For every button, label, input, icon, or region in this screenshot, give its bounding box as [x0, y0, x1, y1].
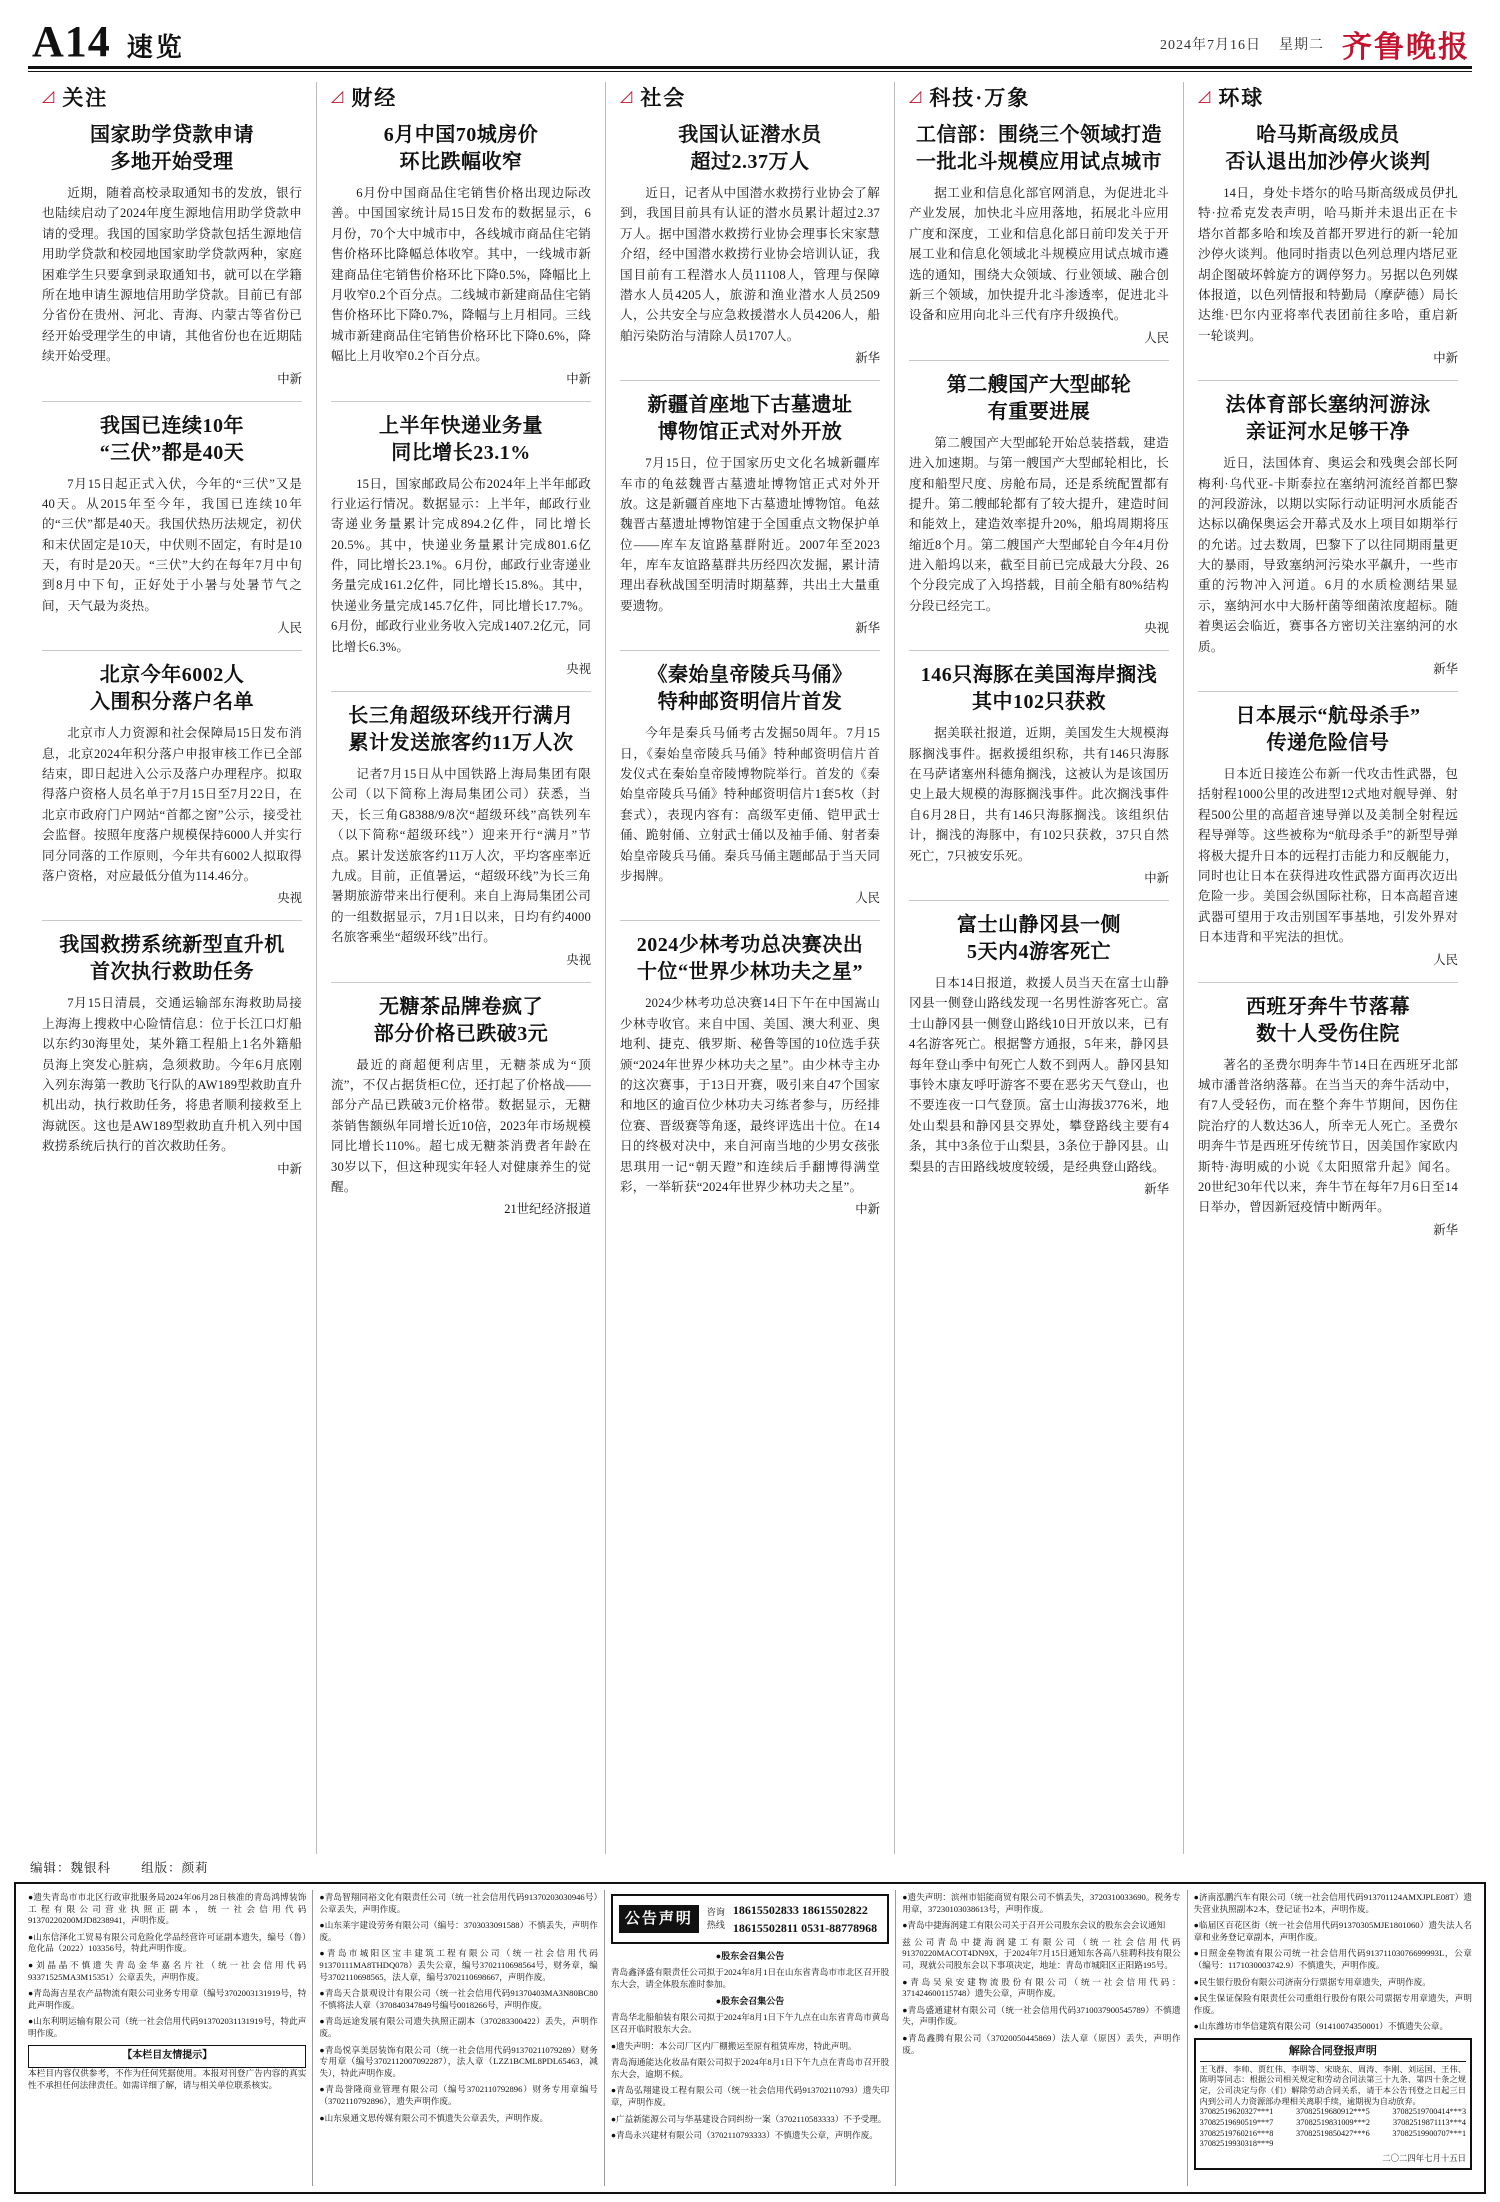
article-source: 中新: [855, 1202, 880, 1217]
article-source: 中新: [277, 371, 302, 386]
article-source: 央视: [277, 891, 302, 906]
corner-arrow-icon: ◿: [909, 88, 922, 105]
classifieds-column-5: [1187, 1890, 1478, 2186]
classified-notice: ●青岛市城阳区宝丰建筑工程有限公司（统一社会信用代码91370111MA8THDQ078）丢失公章，编号3702110698564号，财务章，编号3702110698565，法人章，编号3702110698667，声明作废。: [319, 1948, 598, 1982]
article-body: 北京市人力资源和社会保障局15日发布消息，北京2024年积分落户申报审核工作已全部结束，即日起进入公示及落户办理程序。拟取得落户资格人员名单于7月15日至7月22日，在北京市政府门户网站“首都之窗”公示，接受社会监督。按照年度落户规模保持6000人并实行同分同落的工作原则，今年共有6002人拟取得落户资格，对应最低分值为114.46分。: [42, 726, 302, 883]
article-body: 第二艘国产大型邮轮开始总装搭载，建造进入加速期。与第一艘国产大型邮轮相比，长度和船型尺度、房舱布局，还是系统配置都有提升。第二艘邮轮都有了较大提升，建造时间和能效上，建造效率提升20%，船坞周期将压缩近8个月。第二艘国产大型邮轮自今年4月份进入船坞以来，截至目前已完成最大分段、26个分段完成了入坞搭载，目前全船有80%结构分段已经完工。: [909, 435, 1169, 613]
masthead: [0, 0, 1500, 72]
classified-notice: ●青岛智翔同裕文化有限责任公司（统一社会信用代码91370203030946号）公章丢失，声明作废。: [319, 1892, 598, 1914]
classified-notice-title: ●股东会召集公告: [715, 1996, 785, 2007]
article-source: 中新: [1144, 870, 1169, 885]
classified-notice: ●山东莱宇建设劳务有限公司（编号：3703033091588）不慎丢失，声明作废。: [319, 1920, 598, 1942]
declaration-signature: 二〇二四年七月十五日: [1382, 2154, 1467, 2164]
article-source: 21世纪经济报道: [504, 1202, 591, 1217]
classified-notice: ●刘晶晶不慎遗失青岛金华嘉名片社（统一社会信用代码93371525MA3M15351）公章丢失，声明作废。: [28, 1959, 307, 1982]
article[interactable]: [331, 122, 591, 387]
article-headline: 日本展示“航母杀手” 传递危险信号: [1235, 705, 1421, 755]
article-divider: [909, 650, 1169, 651]
article-source: 新华: [1433, 662, 1458, 677]
article-divider: [42, 650, 302, 651]
classified-notice: ●青岛吴泉安建物流股份有限公司（统一社会信用代码：371424600115748）遗失公章，声明作废。: [902, 1976, 1181, 1999]
classifieds-section: [14, 1882, 1486, 2194]
classified-notice: ●青岛盛通建材有限公司（统一社会信用代码3710037900545789）不慎遗失，声明作废。: [902, 2004, 1181, 2027]
article-headline: 哈马斯高级成员 否认退出加沙停火谈判: [1225, 124, 1431, 173]
article[interactable]: [620, 122, 880, 366]
column-header: [909, 82, 1169, 112]
article-headline: 6月中国70城房价 环比跌幅收窄: [383, 124, 539, 173]
page-number: A14: [32, 17, 111, 66]
article-divider: [42, 401, 302, 402]
classified-notice: ●青岛天合景观设计有限公司（统一社会信用代码91370403MA3N80BC80不慎将法人章（370840347849号编号0018266号，声明作废。: [319, 1988, 598, 2010]
article[interactable]: [331, 413, 591, 678]
classified-notice: ●青岛远途发展有限公司遗失执照正副本（370283300422）丢失，声明作废。: [319, 2016, 598, 2038]
article-headline: 2024少林考功总决赛决出 十位“世界少林功夫之星”: [636, 934, 864, 984]
article-body: 7月15日，位于国家历史文化名城新疆库车市的龟兹魏晋古墓遗址博物馆正式对外开放。这是新疆首座地下古墓遗址博物馆。龟兹魏晋古墓遗址博物馆建于全国重点文物保护单位——库车友谊路墓群附近。2007年至2023年，库车友谊路墓群共历经四次发掘，累计清理出春秋战国至明清时期墓葬，共出土大量重要遗物。: [620, 456, 880, 613]
article-headline: 无糖茶品牌卷疯了 部分价格已跌破3元: [373, 995, 549, 1045]
article-source: 央视: [566, 662, 591, 677]
article-divider: [42, 920, 302, 921]
article-body: 14日，身处卡塔尔的哈马斯高级成员伊扎特·拉希克发表声明，哈马斯并未退出正在卡塔尔首都多哈和埃及首都开罗进行的新一轮加沙停火谈判。他同时指责以色列总理内塔尼亚胡企图破坏斡旋方的调停努力。另据以色列媒体报道，以色列情报和特勤局（摩萨德）局长达维·巴尔内亚将率代表团前往多哈，重启新一轮谈判。: [1198, 186, 1458, 343]
classified-notice: ●青岛海吉星农产品物流有限公司业务专用章（编号3702003131919号，特此声明作废。: [28, 1988, 307, 2010]
article-body: 15日，国家邮政局公布2024年上半年邮政行业运行情况。数据显示：上半年，邮政行业寄递业务量累计完成894.2亿件，同比增长20.5%。其中，快递业务量累计完成801.6亿件，同比增长23.1%。6月份，邮政行业寄递业务量完成161.2亿件，同比增长15.8%。其中，快递业务量完成145.7亿件，同比增长17.7%。6月份，邮政行业业务收入完成1407.2亿元，同比增长6.3%。: [331, 476, 591, 654]
column-name: 环球: [1218, 86, 1265, 110]
article-source: 中新: [566, 371, 591, 386]
column-3: [605, 82, 894, 1854]
classified-notice: ●遗失声明：本公司厂区内厂棚搬运至原有租赁库房，特此声明。: [610, 2040, 857, 2051]
issue-weekday: 星期二: [1279, 38, 1324, 53]
classifieds-column-4: [895, 1890, 1186, 2186]
article-body: 近期，随着高校录取通知书的发放，银行也陆续启动了2024年度生源地信用助学贷款申请的受理。我国的国家助学贷款包括生源地信用助学贷款和校园地国家助学贷款两种，家庭困难学生只要拿到录取通知书，就可以在学籍所在地申请生源地信用助学贷款。目前已有部分省份在贵州、河北、青海、内蒙古等省份已经开始受理学生的申请，其他省份也在近期陆续开始受理。: [42, 186, 302, 364]
classified-notice: ●山东潍坊市华信建筑有限公司（91410074350001）不慎遗失公章。: [1193, 2021, 1449, 2032]
article[interactable]: [909, 372, 1169, 637]
article-divider: [331, 401, 591, 402]
declaration-body: 王飞群、李帅、贾红伟、李明等、宋晓东、周涛、李刚、刘运国、王伟、陈明等同志：根据公司相关规定和劳动合同法第三十九条、第四十条之规定，公司决定与你（们）解除劳动合同关系，请于本公告刊登之日起三日内到公司人力资源部办理相关离职手续，逾期视为自动放弃。: [1199, 2064, 1467, 2106]
banner-phone-numbers[interactable]: 18615502833 18615502822 18615502811 0531-88778968: [732, 1903, 878, 1935]
article-divider: [1198, 982, 1458, 983]
article-source: 人民: [277, 621, 302, 636]
column-header: [331, 82, 591, 112]
article[interactable]: [42, 413, 302, 637]
article[interactable]: [42, 122, 302, 387]
classified-notice: 本栏目内容仅供参考，不作为任何凭据使用。本报对刊登广告内容的真实性不承担任何法律责任。如需详细了解，请与相关单位联系核实。: [28, 2068, 307, 2090]
article-columns: [28, 82, 1472, 1854]
classified-notice: ●山东利明运输有限公司（统一社会信用代码913702031131919号，特此声明作废。: [28, 2016, 307, 2038]
article-body: 最近的商超便利店里，无糖茶成为“顶流”，不仅占据货柜C位，还打起了价格战——部分产品已跌破3元价格带。数据显示，无糖茶销售额纵年同增长近10倍，2023年市场规模同比增长110%。超七成无糖茶消费者年龄在30岁以下，但这种现实年轻人对健康养生的觉醒。: [331, 1057, 591, 1194]
article-source: 新华: [1433, 1222, 1458, 1237]
credits-line: [30, 1858, 235, 1876]
article-body: 日本近日接连公布新一代攻击性武器，包括射程1000公里的改进型12式地对舰导弹、射程500公里的高超音速导弹以及美制全射程远程导弹等。这些被称为“航母杀手”的新型导弹将极大提升日本的远程打击能力和反舰能力，同时也让日本在获得进攻性武器方面再次迈出危险一步。美国会纵国际社称，日本高超音速武器可望用于攻击别国军事基地，引发外界对日本违背和平宪法的担忧。: [1198, 767, 1458, 945]
classified-notice: 青岛鑫泽盛有限责任公司拟于2024年8月1日在山东省青岛市市北区召开股东大会，请全体股东准时参加。: [610, 1967, 890, 1989]
article-source: 人民: [1144, 330, 1169, 345]
layout-credit: 组版：颜莉: [141, 1861, 209, 1875]
column-name: 社会: [640, 86, 687, 110]
classified-notice: ●遗失青岛市市北区行政审批服务局2024年06月28日核准的青岛鸿博装饰工程有限公司营业执照正副本，统一社会信用代码91370220200MJD8238941，声明作废。: [28, 1892, 307, 1926]
article-divider: [620, 380, 880, 381]
classified-notice-title: ●股东会召集公告: [715, 1951, 785, 1961]
column-header: [620, 82, 880, 112]
article-source: 中新: [277, 1161, 302, 1176]
column-4: [894, 82, 1183, 1854]
article[interactable]: [1198, 703, 1458, 968]
article-body: 据工业和信息化部官网消息，为促进北斗产业发展，加快北斗应用落地，拓展北斗应用广度和深度，工业和信息化部日前印发关于开展工业和信息化领域北斗规模应用试点城市遴选的通知，围绕大众领域、行业领域、融合创新三个领域，加快提升北斗渗透率，促进北斗设备和应用向北斗三代有序升级换代。: [909, 186, 1169, 323]
article-body: 7月15日起正式入伏，今年的“三伏”又是40天。从2015年至今年，我国已连续10年的“三伏”都是40天。我国伏热历法规定，初伏和末伏固定是10天，中伏则不固定，有时是10天，有时是20天。“三伏”大约在每年7月中旬到8月中下旬，正好处于小暑与处暑节气之间，天气最为炎热。: [42, 476, 302, 613]
article-source: 新华: [1144, 1181, 1169, 1196]
classified-notice: ●济南泓鹏汽车有限公司（统一社会信用代码913701124AMXJPLE08T）遗失营业执照副本2本，登记证书2本，声明作废。: [1193, 1892, 1473, 1914]
column-name: 关注: [62, 86, 109, 110]
classified-notice: ●青岛誉隆商业管理有限公司（编号3702110792896）财务专用章编号（3702110792896），遗失声明作废。: [319, 2084, 598, 2106]
article-divider: [620, 650, 880, 651]
article-headline: 长三角超级环线开行满月 累计发送旅客约11万人次: [348, 705, 574, 755]
classified-notice: ●广益新能源公司与华基建设合同纠纷一案（3702110583333）不予受理。: [610, 2113, 887, 2124]
classified-notice: 青岛华北船舶装有限公司拟于2024年8月1日下午九点在山东省青岛市黄岛区召开临时股东大会。: [610, 2012, 890, 2035]
article-divider: [1198, 380, 1458, 381]
article-body: 著名的圣费尔明奔牛节14日在西班牙北部城市潘普洛纳落幕。在当当天的奔牛活动中，有7人受轻伤，而在整个奔牛节期间，因伤住院治疗的人数达36人，所幸无人死亡。圣费尔明奔牛节是西班牙传统节日，因美国作家欧内斯特·海明威的小说《太阳照常升起》闻名。20世纪30年代以来，奔牛节在每年7月6日至14日举办，曾因新冠疫情中断两年。: [1198, 1057, 1458, 1215]
article-source: 人民: [855, 891, 880, 906]
paper-logo: 齐鲁晚报: [1342, 31, 1470, 64]
corner-arrow-icon: ◿: [42, 88, 55, 105]
article[interactable]: [909, 662, 1169, 886]
masthead-right: [1160, 22, 1470, 66]
classified-notice: ●日照金垒物流有限公司统一社会信用代码91371103076699993L，公章（编号：1171030003742.9）不慎遗失，声明作废。: [1193, 1948, 1473, 1970]
article[interactable]: [620, 932, 880, 1217]
classifieds-column-1: [22, 1890, 312, 2186]
article[interactable]: [909, 122, 1169, 346]
article[interactable]: [909, 912, 1169, 1197]
article-headline: 我国救捞系统新型直升机 首次执行救助任务: [59, 934, 285, 984]
classified-notice: 兹公司青岛中捷海润建工有限公司（统一社会信用代码91370220MACOT4DN9X，于2024年7月15日通知东各高八驻聘科技有限公司，现就公司股东会以下事项决定，地址：青岛市城阳区正阳路195号。: [902, 1936, 1181, 1970]
article-source: 新华: [855, 621, 880, 636]
classified-notice: 青岛海通能达化妆品有限公司拟于2024年8月1日下午九点在青岛市召开股东大会，逾期不候。: [610, 2057, 890, 2079]
article-headline: 新疆首座地下古墓遗址 博物馆正式对外开放: [647, 394, 853, 444]
issue-date: 2024年7月16日: [1160, 38, 1261, 53]
article-source: 央视: [1144, 621, 1169, 636]
article[interactable]: [331, 994, 591, 1218]
classified-notice: ●山东泉通文思传媒有限公司不慎遗失公章丢失，声明作废。: [319, 2112, 549, 2123]
column-1: [28, 82, 316, 1854]
article[interactable]: [620, 662, 880, 906]
friendly-reminder-box: 【本栏目友情提示】: [28, 2045, 306, 2069]
column-header: [42, 82, 302, 112]
article[interactable]: [1198, 392, 1458, 677]
article-divider: [620, 920, 880, 921]
article[interactable]: [42, 932, 302, 1176]
column-name: 科技·万象: [929, 86, 1031, 110]
masthead-rule-thin: [28, 71, 1472, 72]
article-headline: 工信部：围绕三个领域打造 一批北斗规模应用试点城市: [916, 124, 1162, 173]
article-source: 新华: [855, 351, 880, 366]
classified-notice: ●青岛永兴建材有限公司（3702110793333）不慎遗失公章，声明作废。: [610, 2130, 878, 2141]
article-headline: 我国已连续10年 “三伏”都是40天: [99, 414, 245, 464]
classified-notice: ●临届区百花区街（统一社会信用代码91370305MJE1801060）遗失法人名章和业务登记章副本，声明作废。: [1193, 1920, 1473, 1942]
article-body: 2024少林考功总决赛14日下午在中国嵩山少林寺收官。来自中国、美国、澳大利亚、奥地利、捷克、俄罗斯、秘鲁等国的10位选手获颁“2024年世界少林功夫之星”。由少林寺主办的这次赛事，于13日开赛，吸引来自47个国家和地区的逾百位少林功夫习练者参与，历经排位赛、晋级赛等角逐，最终评选出十位。在14日的终极对决中，来自河南当地的少男女孩张思琪用一记“朝天蹬”和连续后手翻博得满堂彩，一举斩获“2024年世界少林功夫之星”。: [620, 996, 880, 1194]
article-body: 据美联社报道，近期，美国发生大规模海豚搁浅事件。据救援组织称，共有146只海豚在马萨诸塞州科德角搁浅，这被认为是该国历史上最大规模的海豚搁浅事件。此次搁浅事件自6月28日，共有146只海豚搁浅。该组织估计，搁浅的海豚中，有102只获救，37只自然死亡，7只被安乐死。: [909, 726, 1169, 863]
declaration-id-list: 37082519620327***1 37082519680912***5 37082519700414***3 37082519690519***7 37082519831009***2 37082519871113***4 37082519760216***8 37082519850427***6 37082519900707***1 37082519930318***9: [1199, 2107, 1467, 2149]
classified-notice: ●遗失声明：滨州市铝能商贸有限公司不慎丢失，3720310033690。税务专用章，37230103038613号，声明作废。: [902, 1892, 1181, 1914]
classifieds-column-3: [604, 1890, 895, 2186]
classified-notice: ●青岛弘翔建设工程有限公司（统一社会信用代码913702110793）遗失印章，声明作废。: [610, 2085, 890, 2108]
article-headline: 国家助学贷款申请 多地开始受理: [90, 124, 254, 173]
article-divider: [1198, 691, 1458, 692]
column-header: [1198, 82, 1458, 112]
article[interactable]: [42, 662, 302, 906]
article-headline: 《秦始皇帝陵兵马俑》 特种邮资明信片首发: [647, 664, 853, 714]
public-notice-banner: [611, 1894, 889, 1944]
article-source: 中新: [1433, 351, 1458, 366]
article-headline: 富士山静冈县一侧 5天内4游客死亡: [957, 913, 1121, 963]
editor-credit: 编辑：魏银科: [30, 1861, 112, 1875]
article-headline: 146只海豚在美国海岸搁浅 其中102只获救: [920, 664, 1158, 714]
classified-notice: ●山东信泽化工贸易有限公司危险化学品经营许可证副本遗失，编号（鲁）危化品（2022）103356号，特此声明作废。: [28, 1931, 307, 1954]
article-headline: 我国认证潜水员 超过2.37万人: [678, 124, 822, 173]
article-body: 6月份中国商品住宅销售价格出现边际改善。中国国家统计局15日发布的数据显示，6月份，70个大中城市中，各线城市商品住宅销售价格环比降幅总体收窄。其中，一线城市新建商品住宅销售价格环比下降0.5%，降幅比上月收窄0.2个百分点。二线城市新建商品住宅销售价格环比下降0.7%，降幅与上月相同。三线城市新建商品住宅销售价格环比下降0.6%，降幅比上月收窄0.2个百分点。: [331, 186, 591, 364]
article-divider: [331, 691, 591, 692]
classified-notice: ●民生保证保险有限责任公司重组行股份有限公司票据专用章遗失，声明作废。: [1193, 1993, 1473, 2015]
column-name: 财经: [351, 86, 398, 110]
article-headline: 西班牙奔牛节落幕 数十人受伤住院: [1246, 995, 1410, 1045]
article-divider: [909, 360, 1169, 361]
contract-termination-notice: [1194, 2038, 1472, 2170]
banner-title: 公告声明: [619, 1905, 699, 1933]
article-body: 记者7月15日从中国铁路上海局集团有限公司（以下简称上海局集团公司）获悉，当天，长三角G8388/9/8次“超级环线”高铁列车（以下简称“超级环线”）迎来开行“满月”节点。累计发送旅客约11万人次，平均客座率近九成。目前，正值暑运，“超级环线”为长三角暑期旅游带来出行便利。来自上海局集团公司的一组数据显示，7月1日以来，日均有约4000名旅客乘坐“超级环线”出行。: [331, 767, 591, 945]
article-source: 央视: [566, 952, 591, 967]
article-headline: 法体育部长塞纳河游泳 亲证河水足够干净: [1225, 394, 1431, 444]
banner-consult-label: 咨询 热线: [706, 1906, 725, 1930]
article[interactable]: [620, 392, 880, 636]
column-2: [316, 82, 605, 1854]
article[interactable]: [331, 703, 591, 968]
article-divider: [331, 982, 591, 983]
corner-arrow-icon: ◿: [620, 88, 633, 105]
masthead-left: [32, 16, 185, 67]
article-body: 今年是秦兵马俑考古发掘50周年。7月15日，《秦始皇帝陵兵马俑》特种邮资明信片首发仪式在秦始皇帝陵博物院举行。首发的《秦始皇帝陵兵马俑》特种邮资明信片1套5枚（封套式），表现内容有：高级军吏俑、铠甲武士俑、跪射俑、立射武士俑以及袖手俑、射者秦始皇帝陵兵马俑。秦兵马俑主题邮品于当天同步揭牌。: [620, 726, 880, 883]
article-body: 日本14日报道，救援人员当天在富士山静冈县一侧登山路线发现一名男性游客死亡。富士山静冈县一侧登山路线10日开放以来，已有4名游客死亡。根据警方通报，5年来，静冈县每年登山季中旬死亡人数不到两人。静冈县知事铃木康友呼吁游客不要在恶劣天气登山，也不要连夜一口气登顶。富士山海拔3776米，地处山梨县和静冈县交界处，攀登路线主要有4条，其中3条位于山梨县，3条位于静冈县。山梨县的吉田路线坡度较缓，是经典登山路线。: [909, 975, 1169, 1174]
corner-arrow-icon: ◿: [331, 88, 344, 105]
article[interactable]: [1198, 994, 1458, 1238]
article-body: 近日，记者从中国潜水救捞行业协会了解到，我国目前具有认证的潜水员累计超过2.37万人。据中国潜水救捞行业协会理事长宋家慧介绍，经中国潜水救捞行业协会培训认证，我国目前有工程潜水人员11108人，管理与保障潜水人员4205人，旅游和渔业潜水人员2509人，公共安全与应急救援潜水人员4206人，船舶污染防治与清除人员1707人。: [620, 186, 880, 343]
classified-notice: ●青岛中捷海润建工有限公司关于召开公司股东会议的股东会会议通知: [902, 1920, 1166, 1931]
article-body: 7月15日清晨，交通运输部东海救助局接上海海上搜救中心险情信息：位于长江口灯船以东约30海里处，某外籍工程船上1名外籍船员海上突发心脏病，急须救助。今年6月底刚入列东海第一教助飞行队的AW189型救助直升机出动，执行救助任务，将患者顺利接救至上海就医。这也是AW189型救助直升机入列中国救捞系统后执行的首次救助任务。: [42, 996, 302, 1154]
article[interactable]: [1198, 122, 1458, 366]
masthead-rule: [28, 66, 1472, 69]
classified-notice: ●青岛悦享美居装饰有限公司（统一社会信用代码91370211079289）财务专用章（编号3702112007092287），法人章（LZZ1BCML8PDL65463，减失），特此声明作废。: [319, 2044, 598, 2078]
declaration-title: 解除合同登报声明: [1200, 2044, 1466, 2062]
article-source: 人民: [1433, 952, 1458, 967]
article-headline: 北京今年6002人 入围积分落户名单: [90, 664, 254, 714]
article-headline: 上半年快递业务量 同比增长23.1%: [379, 414, 543, 464]
article-headline: 第二艘国产大型邮轮 有重要进展: [946, 373, 1132, 423]
article-body: 近日，法国体育、奥运会和残奥会部长阿梅利·乌代亚-卡斯泰拉在塞纳河流经首都巴黎的河段游泳，以期以实际行动证明河水质能否达标以确保奥运会开幕式及水上项目如期举行的允诺。过去数周，巴黎下了以往同期雨量更大的暴雨，导致塞纳河污染水平飙升，一些市重的污物冲入河道。6月的水质检测结果显示，塞纳河水中大肠杆菌等细菌浓度超标。随着奥运会临近，赛事各方密切关注塞纳河的水质。: [1198, 456, 1458, 654]
classifieds-column-2: [312, 1890, 603, 2186]
corner-arrow-icon: ◿: [1198, 88, 1211, 105]
classified-notice: ●青岛鑫腾有限公司（37020050445869）法人章（原因）丢失，声明作废。: [902, 2032, 1181, 2055]
column-5: [1183, 82, 1472, 1854]
article-divider: [909, 900, 1169, 901]
classified-notice: ●民生银行股份有限公司济南分行票据专用章遗失，声明作废。: [1193, 1976, 1431, 1987]
section-title: 速览: [126, 33, 185, 62]
